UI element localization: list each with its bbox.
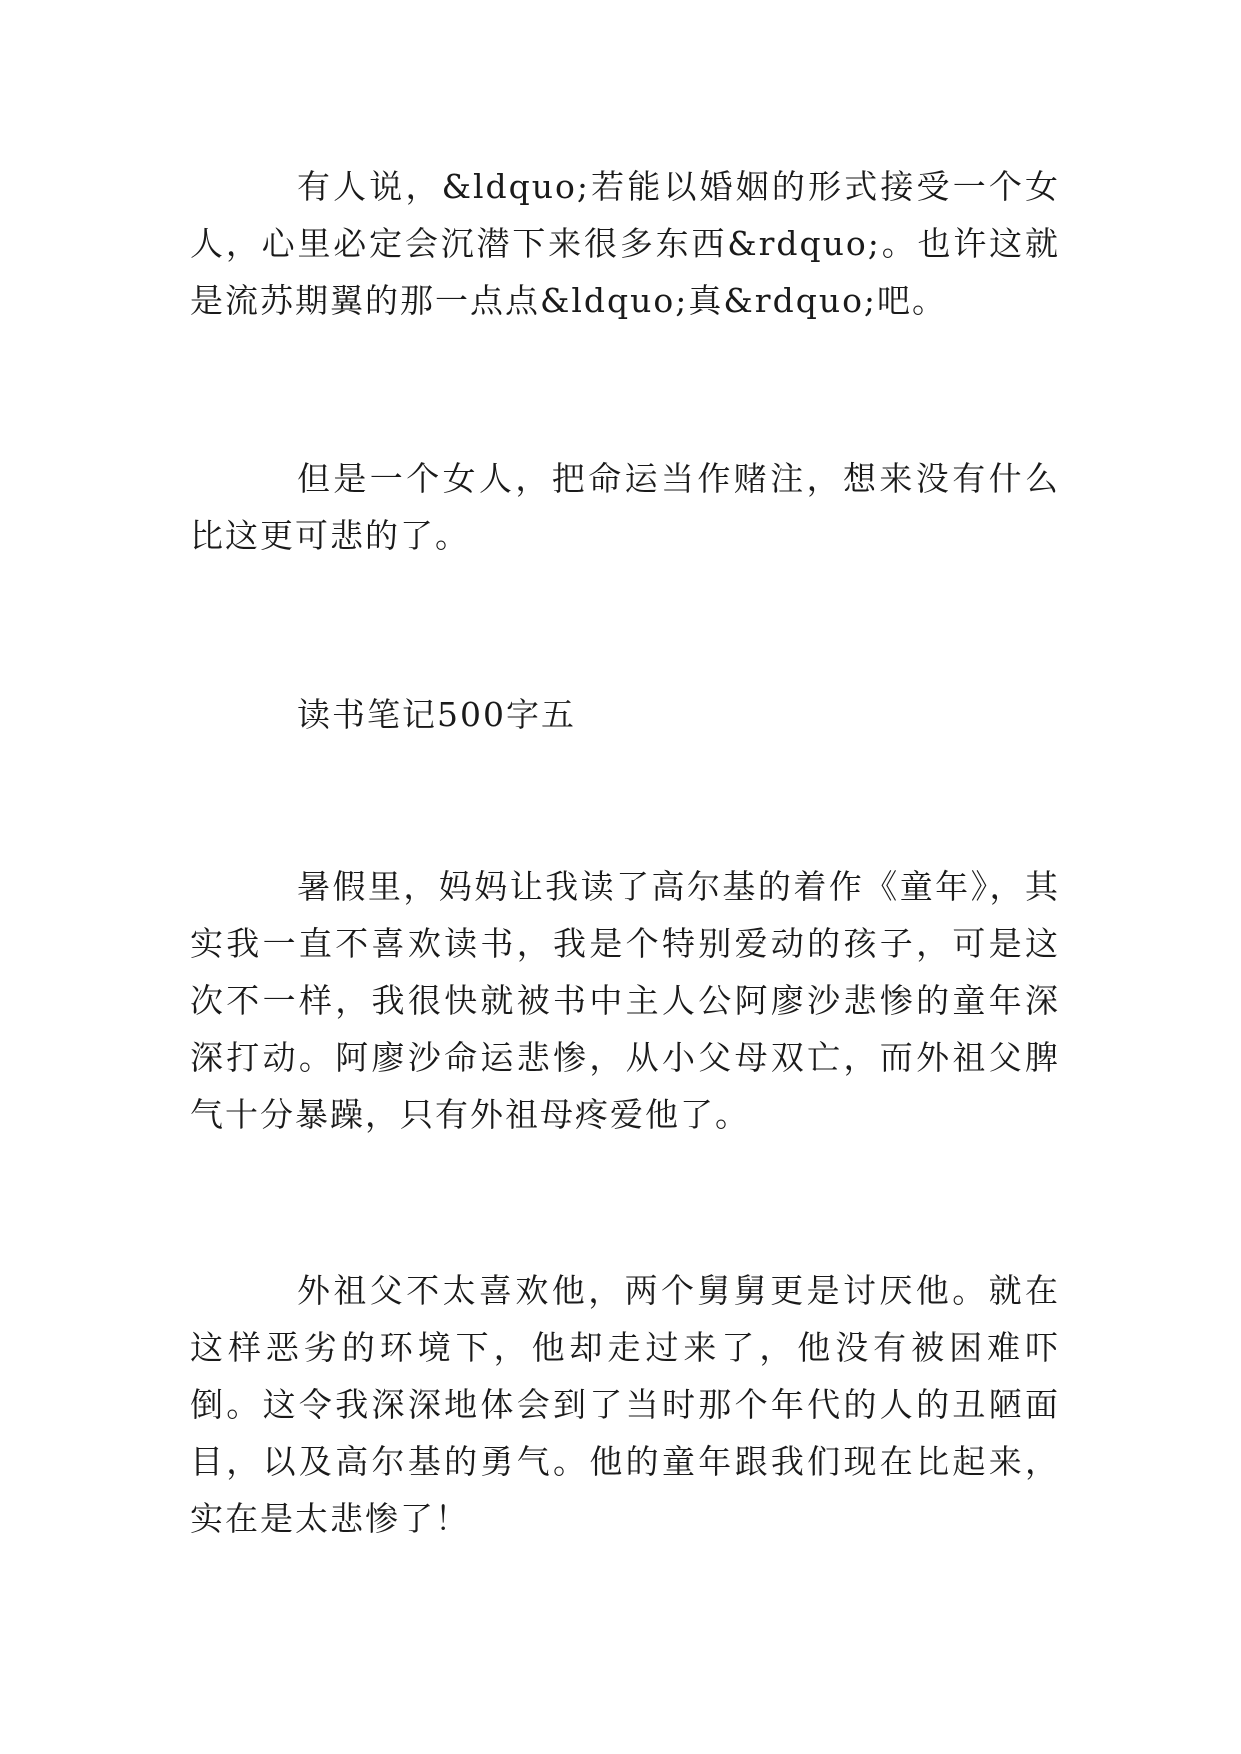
paragraph: 但是一个女人，把命运当作赌注，想来没有什么比这更可悲的了。 bbox=[190, 459, 1060, 555]
paragraph: 有人说，&ldquo;若能以婚姻的形式接受一个女人，心里必定会沉潜下来很多东西&rdquo;。也许这就是流苏期翼的那一点点&ldquo;真&rdquo;吧。 bbox=[190, 167, 1060, 320]
paragraph: 暑假里，妈妈让我读了高尔基的着作《童年》，其实我一直不喜欢读书，我是个特别爱动的孩子，可是这次不一样，我很快就被书中主人公阿廖沙悲惨的童年深深打动。阿廖沙命运悲惨，从小父母双亡，而外祖父脾气十分暴躁，只有外祖母疼爱他了。 bbox=[190, 867, 1060, 1134]
paragraph: 外祖父不太喜欢他，两个舅舅更是讨厌他。就在这样恶劣的环境下，他却走过来了，他没有被困难吓倒。这令我深深地体会到了当时那个年代的人的丑陋面目，以及高尔基的勇气。他的童年跟我们现在比起来，实在是太悲惨了！ bbox=[190, 1271, 1060, 1538]
section-heading: 读书笔记500字五 bbox=[297, 695, 576, 734]
